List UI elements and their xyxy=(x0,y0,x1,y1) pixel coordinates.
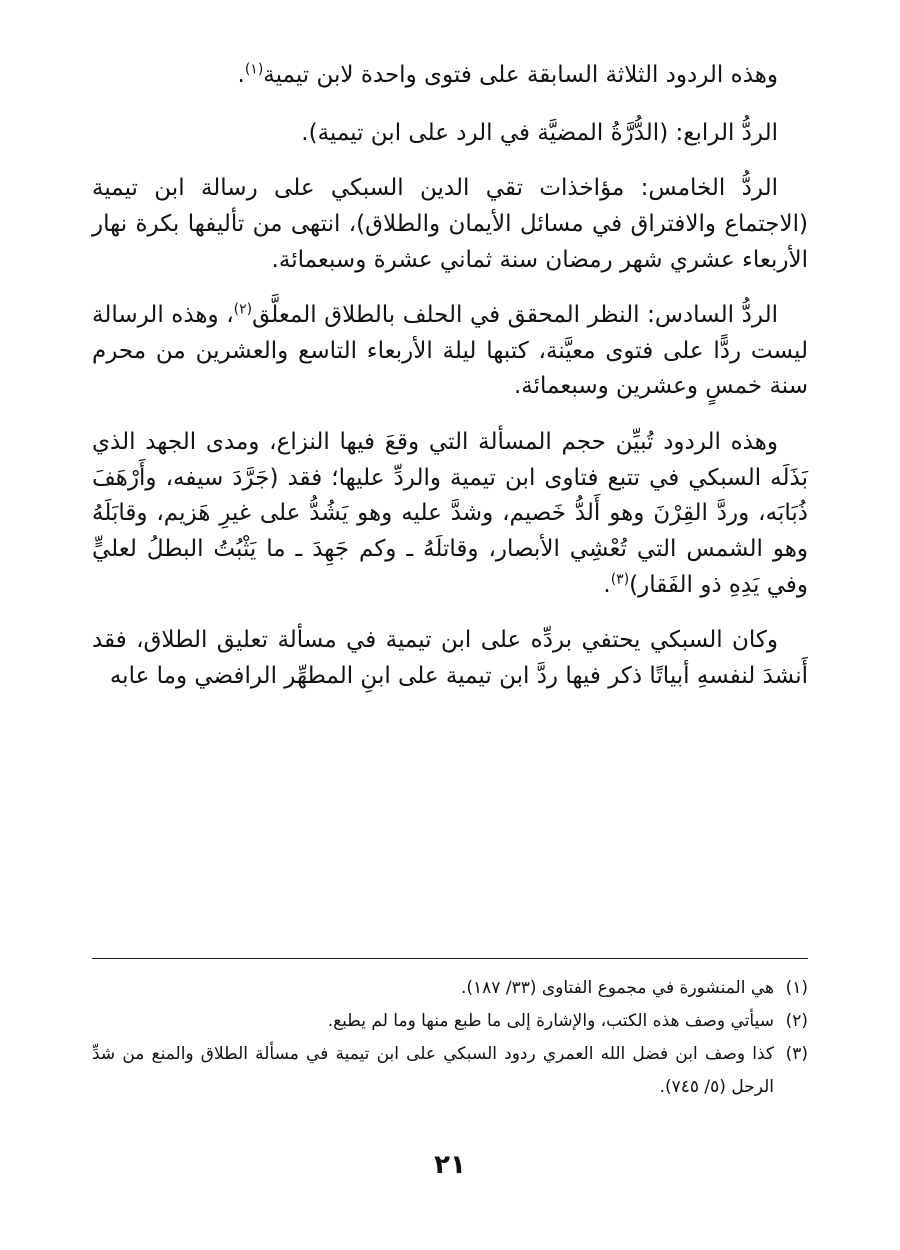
footnote-1 xyxy=(92,972,808,1005)
paragraph-1 xyxy=(92,58,808,94)
footnote-ref-1: (١) xyxy=(244,61,264,78)
main-text xyxy=(92,58,808,715)
paragraph-1-text: وهذه الردود الثلاثة السابقة على فتوى واحدة لابن تيمية xyxy=(263,62,778,88)
paragraph-4 xyxy=(92,298,808,405)
paragraph-6: وكان السبكي يحتفي بردِّه على ابن تيمية في مسألة تعليق الطلاق، فقد أَنشدَ لنفسهِ أبياتًا ذكر فيها ردَّ ابن تيمية على ابنِ المطهِّر الرافضي وما عابه xyxy=(92,627,808,689)
paragraph-4-part-a: الردُّ السادس: النظر المحقق في الحلف بالطلاق المعلَّق xyxy=(252,302,778,329)
paragraph-1-end: . xyxy=(237,62,245,88)
footnote-number: (١) xyxy=(785,978,808,998)
footnote-number: (٢) xyxy=(785,1011,808,1032)
footnote-number: (٣) xyxy=(785,1044,808,1065)
footnote-text: هي المنشورة في مجموع الفتاوى (٣٣/ ١٨٧). xyxy=(460,978,774,998)
paragraph-3: الردُّ الخامس: مؤاخذات تقي الدين السبكي على رسالة ابن تيمية (الاجتماع والافتراق في مسائل الأيمان والطلاق)، انتهى من تأليفها بكرة نهار الأربعاء عشري شهر رمضان سنة ثماني عشرة وسبعمائة. xyxy=(92,175,808,273)
footnote-text: كذا وصف ابن فضل الله العمري ردود السبكي على ابن تيمية في مسألة الطلاق والمنع من شدِّ الرحل (٥/ ٧٤٥). xyxy=(92,1044,774,1098)
footnote-text: سيأتي وصف هذه الكتب، والإشارة إلى ما طبع منها وما لم يطبع. xyxy=(327,1011,774,1032)
footnote-3 xyxy=(92,1038,808,1104)
paragraph-5-end: . xyxy=(603,571,611,598)
paragraph-5 xyxy=(92,425,808,603)
page-number: ٢١ xyxy=(434,1150,466,1180)
paragraph-4-part-b: ، وهذه الرسالة ليست ردًّا على فتوى معيَّنة، كتبها ليلة الأربعاء التاسع والعشرين من محرم سنة خمسٍ وعشرين وسبعمائة. xyxy=(92,302,808,400)
paragraph-2: الردُّ الرابع: (الدُّرَّةُ المضيَّة في الرد على ابن تيمية). xyxy=(301,119,778,146)
footnote-ref-2: (٢) xyxy=(233,301,253,318)
footnotes xyxy=(92,972,808,1105)
paragraph-5-text: وهذه الردود تُبيِّن حجم المسألة التي وقعَ فيها النزاع، ومدى الجهد الذي بَذَلَه السبكي في تتبع فتاوى ابن تيمية والردِّ عليها؛ فقد (جَرَّدَ سيفه، وأَرْهَفَ ذُبَابَه، وردَّ القِرْنَ وهو أَلدُّ خَصيم، وشدَّ عليه وهو يَشُدُّ على غيرِ هَزيم، وقابَلَهُ وهو الشمس التي تُعْشِي الأبصار، وقاتلَهُ ـ وكم جَهِدَ ـ ما يَثْبُتُ البطلُ لعليٍّ وفي يَدِهِ ذو الفَقار) xyxy=(92,429,808,598)
footnote-2 xyxy=(92,1005,808,1038)
footnote-ref-3: (٣) xyxy=(610,571,630,588)
footnote-divider xyxy=(92,958,808,959)
